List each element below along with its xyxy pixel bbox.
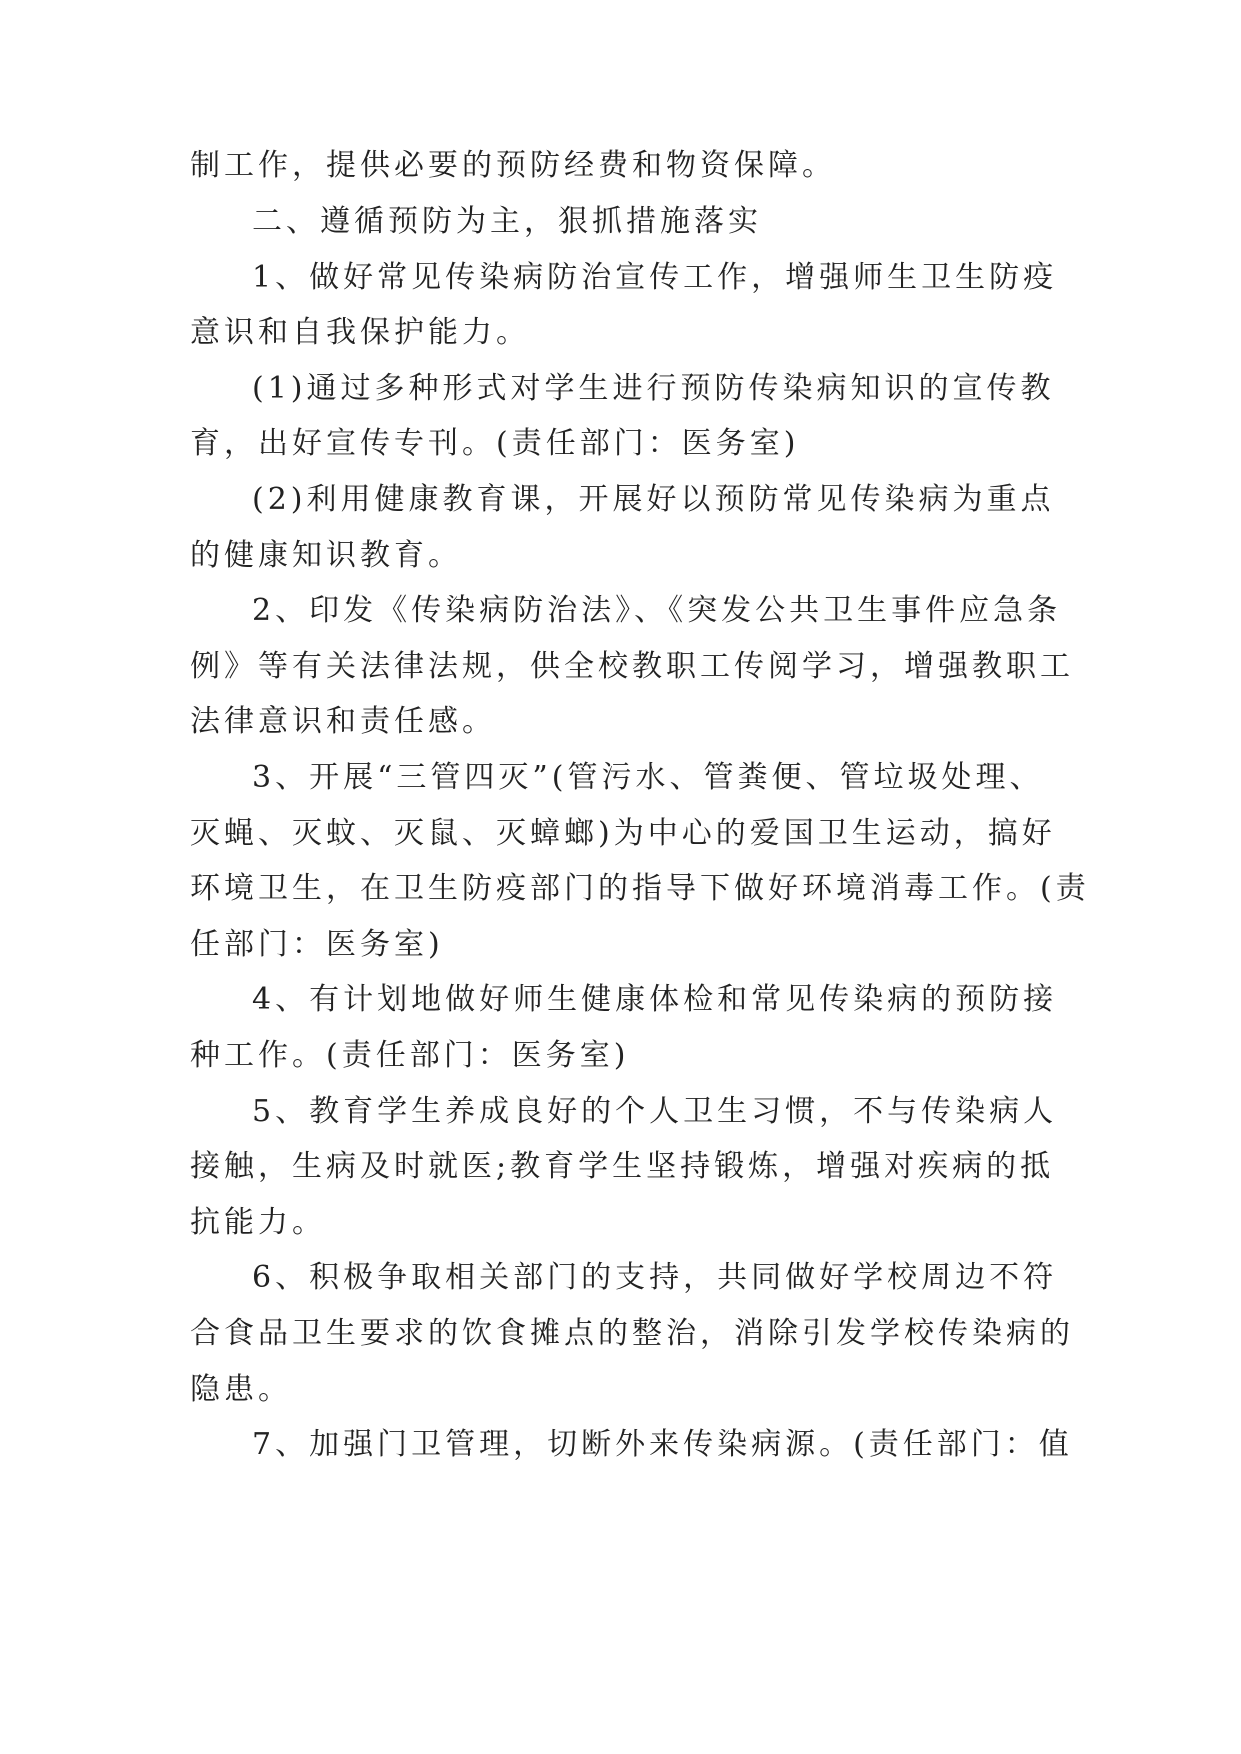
text-line: 合食品卫生要求的饮食摊点的整治，消除引发学校传染病的 xyxy=(190,1316,1074,1351)
text-line: (1)通过多种形式对学生进行预防传染病知识的宣传教 xyxy=(252,371,1055,406)
text-line: 7、加强门卫管理，切断外来传染病源。(责任部门：值 xyxy=(252,1427,1073,1462)
text-line: 5、教育学生养成良好的个人卫生习惯，不与传染病人 xyxy=(252,1094,1058,1129)
text-line: 例》等有关法律法规，供全校教职工传阅学习，增强教职工 xyxy=(190,649,1074,684)
text-line: 育，出好宣传专刊。(责任部门：医务室) xyxy=(190,426,800,461)
text-line: 6、积极争取相关部门的支持，共同做好学校周边不符 xyxy=(252,1260,1058,1295)
text-line: (2)利用健康教育课，开展好以预防常见传染病为重点 xyxy=(252,482,1055,517)
text-line: 任部门：医务室) xyxy=(190,927,444,962)
text-line: 2、印发《传染病防治法》、《突发公共卫生事件应急条 xyxy=(252,593,1062,628)
text-line: 抗能力。 xyxy=(190,1205,326,1240)
text-line: 意识和自我保护能力。 xyxy=(190,315,530,350)
text-line: 环境卫生，在卫生防疫部门的指导下做好环境消毒工作。(责 xyxy=(190,871,1090,906)
text-line: 种工作。(责任部门：医务室) xyxy=(190,1038,630,1073)
text-line: 4、有计划地做好师生健康体检和常见传染病的预防接 xyxy=(252,982,1058,1017)
text-line: 法律意识和责任感。 xyxy=(190,704,496,739)
text-line: 1、做好常见传染病防治宣传工作，增强师生卫生防疫 xyxy=(252,260,1058,295)
text-line: 3、开展“三管四灭”(管污水、管粪便、管垃圾处理、 xyxy=(252,760,1044,795)
text-line: 隐患。 xyxy=(190,1372,292,1407)
section-heading: 二、遵循预防为主，狠抓措施落实 xyxy=(252,204,762,239)
text-line: 制工作，提供必要的预防经费和物资保障。 xyxy=(190,148,836,183)
text-line: 接触，生病及时就医;教育学生坚持锻炼，增强对疾病的抵 xyxy=(190,1149,1055,1184)
text-line: 的健康知识教育。 xyxy=(190,538,462,573)
text-line: 灭蝇、灭蚊、灭鼠、灭蟑螂)为中心的爱国卫生运动，搞好 xyxy=(190,816,1056,851)
